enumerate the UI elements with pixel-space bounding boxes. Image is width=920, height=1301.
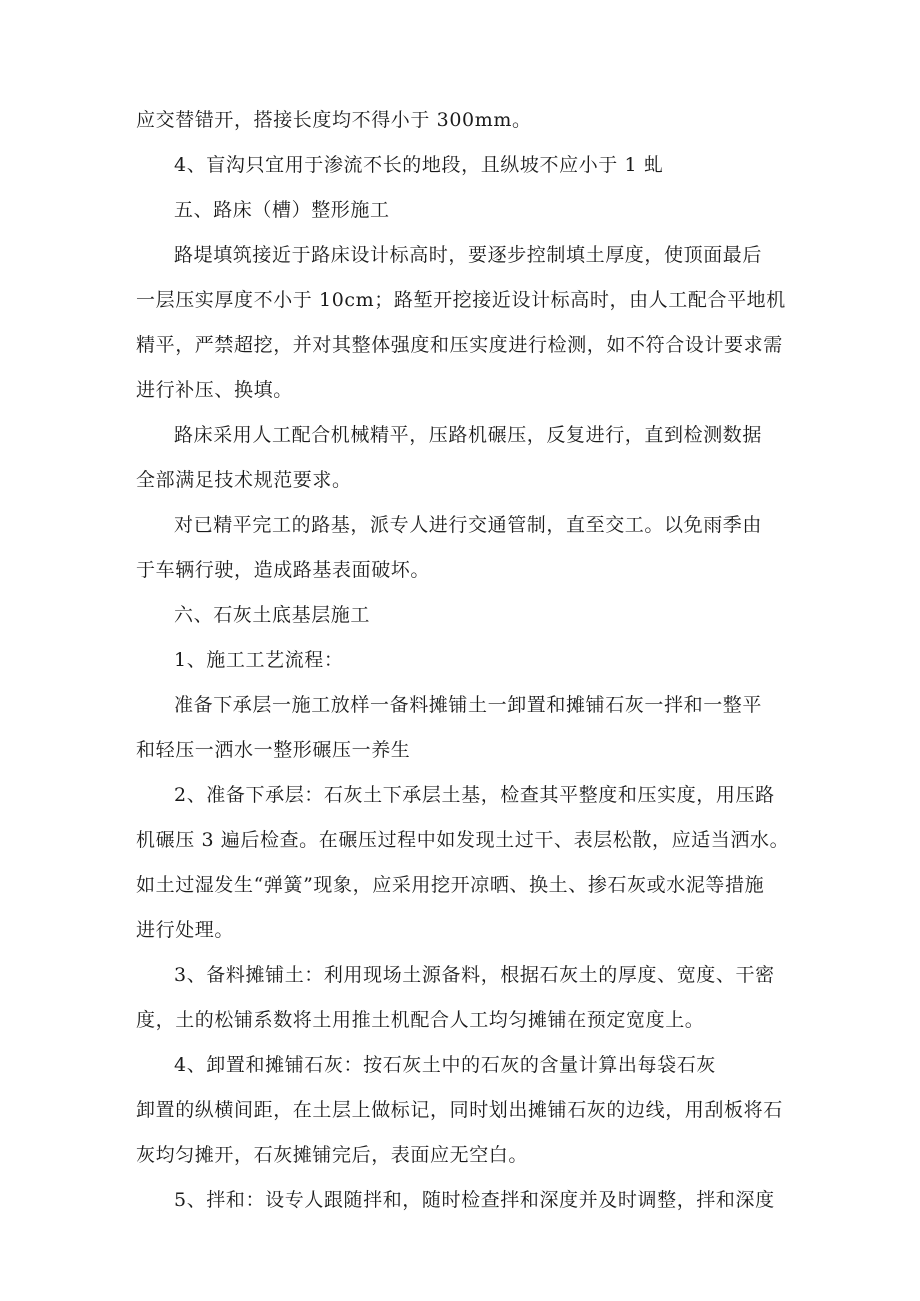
text-line: 灰均匀摊开，石灰摊铺完后，表面应无空白。 xyxy=(136,1144,529,1166)
text-line: 机碾压 3 遍后检查。在碾压过程中如发现土过干、表层松散，应适当洒水。 xyxy=(136,829,790,851)
text-line: 于车辆行驶，造成路基表面破坏。 xyxy=(136,559,431,581)
text-line: 全部满足技术规范要求。 xyxy=(136,469,352,491)
text-line: 如土过湿发生“弹簧”现象，应采用挖开凉晒、换土、掺石灰或水泥等措施 xyxy=(136,874,765,896)
text-line: 进行补压、换填。 xyxy=(136,379,293,401)
text-line: 路床采用人工配合机械精平，压路机碾压，反复进行，直到检测数据 xyxy=(174,424,763,446)
text-line: 卸置的纵横间距，在土层上做标记，同时划出摊铺石灰的边线，用刮板将石 xyxy=(136,1099,783,1121)
text-line: 3、备料摊铺土：利用现场土源备料，根据石灰土的厚度、宽度、干密 xyxy=(174,964,775,986)
text-line: 5、拌和：设专人跟随拌和，随时检查拌和深度并及时调整，拌和深度 xyxy=(174,1189,775,1211)
text-line: 2、准备下承层：石灰土下承层土基，检查其平整度和压实度，用压路 xyxy=(174,784,775,806)
section-heading: 五、路床（槽）整形施工 xyxy=(174,199,390,221)
text-line: 4、卸置和摊铺石灰：按石灰土中的石灰的含量计算出每袋石灰 xyxy=(174,1054,716,1076)
text-line: 度，土的松铺系数将土用推土机配合人工均匀摊铺在预定宽度上。 xyxy=(136,1009,705,1031)
text-line: 4、盲沟只宜用于渗流不长的地段，且纵坡不应小于 1 虬 xyxy=(174,154,664,176)
section-heading: 六、石灰土底基层施工 xyxy=(174,604,371,626)
text-line: 路堤填筑接近于路床设计标高时，要逐步控制填土厚度，使顶面最后 xyxy=(174,244,763,266)
text-line: 对已精平完工的路基，派专人进行交通管制，直至交工。以免雨季由 xyxy=(174,514,763,536)
text-line: 一层压实厚度不小于 10cm；路堑开挖接近设计标高时，由人工配合平地机 xyxy=(136,289,786,311)
text-line: 准备下承层一施工放样一备料摊铺土一卸置和摊铺石灰一拌和一整平 xyxy=(174,694,763,716)
text-line: 进行处理。 xyxy=(136,919,235,941)
text-line: 1、施工工艺流程： xyxy=(174,649,344,671)
text-line: 和轻压一洒水一整形碾压一养生 xyxy=(136,739,411,761)
text-line: 精平，严禁超挖，并对其整体强度和压实度进行检测，如不符合设计要求需 xyxy=(136,334,783,356)
text-line: 应交替错开，搭接长度均不得小于 300mm。 xyxy=(136,109,532,131)
